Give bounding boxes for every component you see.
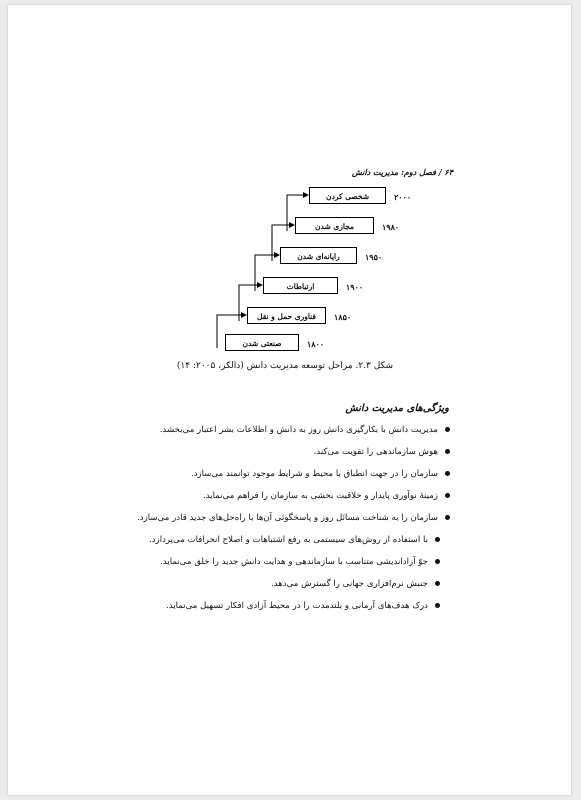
diagram-step-box: فناوری حمل و نقل xyxy=(247,307,326,324)
diagram-step-year: ۱۹۸۰ xyxy=(382,222,400,232)
diagram-step-box: ارتباطات xyxy=(263,277,338,294)
section-title: ویژگی‌های مدیریت دانش xyxy=(345,403,449,414)
document-page xyxy=(8,5,571,795)
list-item: با استفاده از روش‌های سیستمی به رفع اشتباهات و اصلاح انحرافات می‌پردازد. xyxy=(130,529,440,551)
list-item: مدیریت دانش با بکارگیری دانش روز به دانش و اطلاعات بشر اعتبار می‌بخشد. xyxy=(130,419,450,441)
diagram-step-box: مجازی شدن xyxy=(295,217,374,234)
list-item: سازمان را به شناخت مسائل روز و پاسخگوئی آن‌ها با راه‌حل‌های جدید قادر می‌سازد. xyxy=(130,507,450,529)
diagram-step-year: ۱۹۰۰ xyxy=(346,282,364,292)
feature-list xyxy=(130,419,450,617)
diagram-step-box: صنعتی شدن xyxy=(225,334,299,351)
list-item: سازمان را در جهت انطباق با محیط و شرایط موجود توانمند می‌سازد. xyxy=(130,463,450,485)
diagram-step-year: ۱۹۵۰ xyxy=(365,252,383,262)
diagram-step-year: ۱۸۵۰ xyxy=(334,312,352,322)
diagram-step-year: ۱۸۰۰ xyxy=(307,339,325,349)
figure-caption: شکل ۲.۳. مراحل توسعه مدیریت دانش (دالکر، ۲۰۰۵: ۱۴) xyxy=(176,361,394,371)
page-header: ۶۴ / فصل دوم: مدیریت دانش xyxy=(351,167,453,177)
list-item: هوش سازماندهی را تقویت می‌کند. xyxy=(130,441,450,463)
list-item: زمینهٔ نوآوری پایدار و خلاقیت بخشی به سازمان را فراهم می‌نماید. xyxy=(130,485,450,507)
list-item: جوّ آزاداندیشی متناسب با سازماندهی و هدایت دانش جدید را خلق می‌نماید. xyxy=(130,551,440,573)
diagram-step-box: رایانه‌ای شدن xyxy=(280,247,357,264)
list-item: جنبش نرم‌افزاری جهانی را گسترش می‌دهد. xyxy=(130,573,440,595)
diagram-step-year: ۲۰۰۰ xyxy=(394,192,412,202)
diagram-step-box: شخصی کردن xyxy=(309,187,386,204)
list-item: درک هدف‌های آرمانی و بلندمدت را در محیط آزادی افکار تسهیل می‌نماید. xyxy=(130,595,440,617)
